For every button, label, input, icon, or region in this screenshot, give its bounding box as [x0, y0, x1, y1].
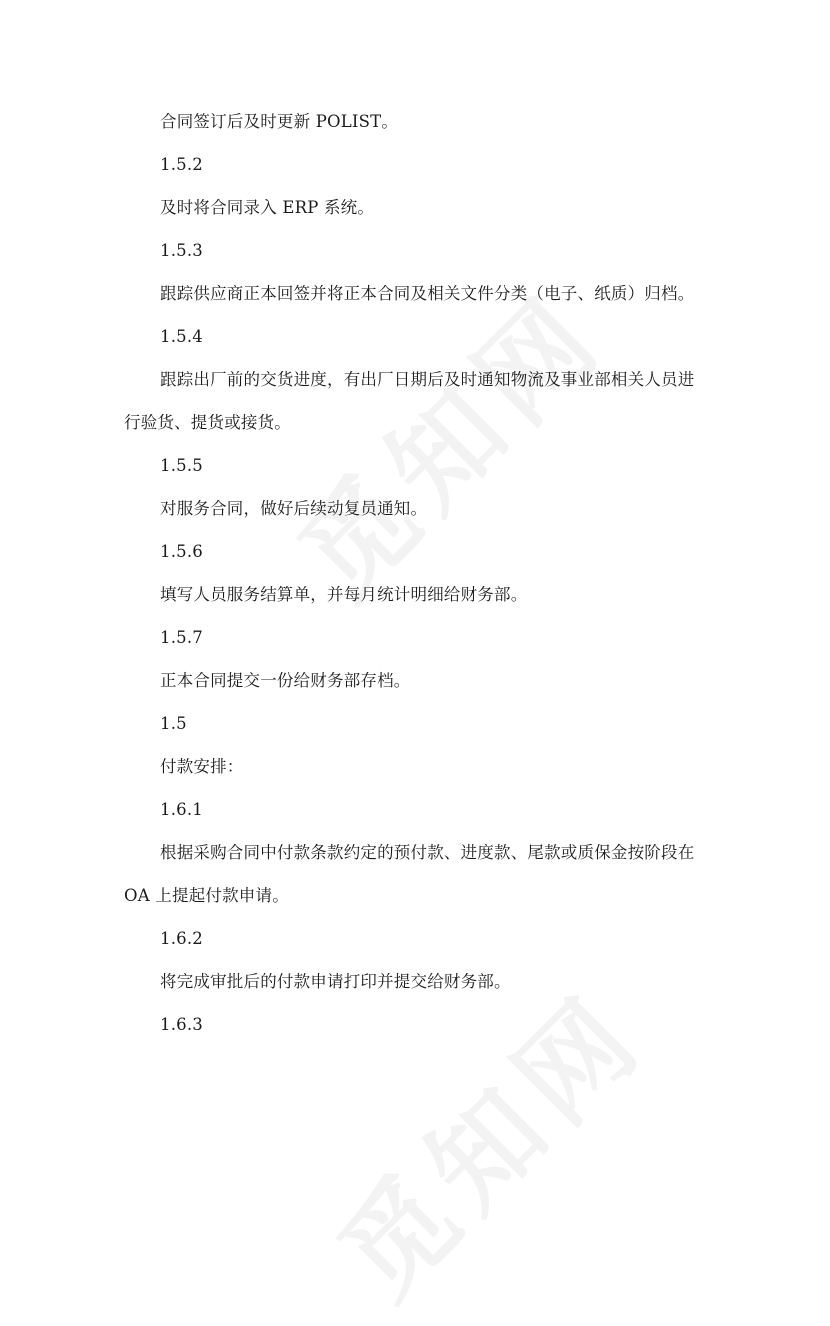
paragraph-archive-contracts: 跟踪供应商正本回签并将正本合同及相关文件分类（电子、纸质）归档。 [160, 284, 695, 303]
paragraph-print-request: 将完成审批后的付款申请打印并提交给财务部。 [160, 972, 511, 991]
section-number-1-5-4: 1.5.4 [160, 327, 203, 346]
section-number-1-5-5: 1.5.5 [160, 456, 203, 475]
paragraph-delivery-tracking: 跟踪出厂前的交货进度，有出厂日期后及时通知物流及事业部相关人员进 [160, 370, 695, 389]
paragraph-payment-request-cont: OA 上提起付款申请。 [124, 886, 289, 905]
section-number-1-5-2: 1.5.2 [160, 155, 203, 174]
paragraph-delivery-tracking-cont: 行验货、提货或接货。 [124, 413, 291, 432]
heading-payment-arrangement: 付款安排： [160, 757, 244, 776]
section-number-1-5-7: 1.5.7 [160, 628, 203, 647]
section-number-1-6-1: 1.6.1 [160, 800, 203, 819]
section-number-1-5: 1.5 [160, 714, 187, 733]
paragraph-contract-copy: 正本合同提交一份给财务部存档。 [160, 671, 411, 690]
paragraph-update-polist: 合同签订后及时更新 POLIST。 [160, 112, 399, 131]
paragraph-service-settlement: 填写人员服务结算单，并每月统计明细给财务部。 [160, 585, 528, 604]
section-number-1-6-3: 1.6.3 [160, 1015, 203, 1034]
paragraph-erp-entry: 及时将合同录入 ERP 系统。 [160, 198, 375, 217]
section-number-1-5-3: 1.5.3 [160, 241, 203, 260]
paragraph-service-contract: 对服务合同，做好后续动复员通知。 [160, 499, 428, 518]
section-number-1-6-2: 1.6.2 [160, 929, 203, 948]
section-number-1-5-6: 1.5.6 [160, 542, 203, 561]
document-body [0, 100, 830, 1046]
paragraph-payment-request: 根据采购合同中付款条款约定的预付款、进度款、尾款或质保金按阶段在 [160, 843, 695, 862]
